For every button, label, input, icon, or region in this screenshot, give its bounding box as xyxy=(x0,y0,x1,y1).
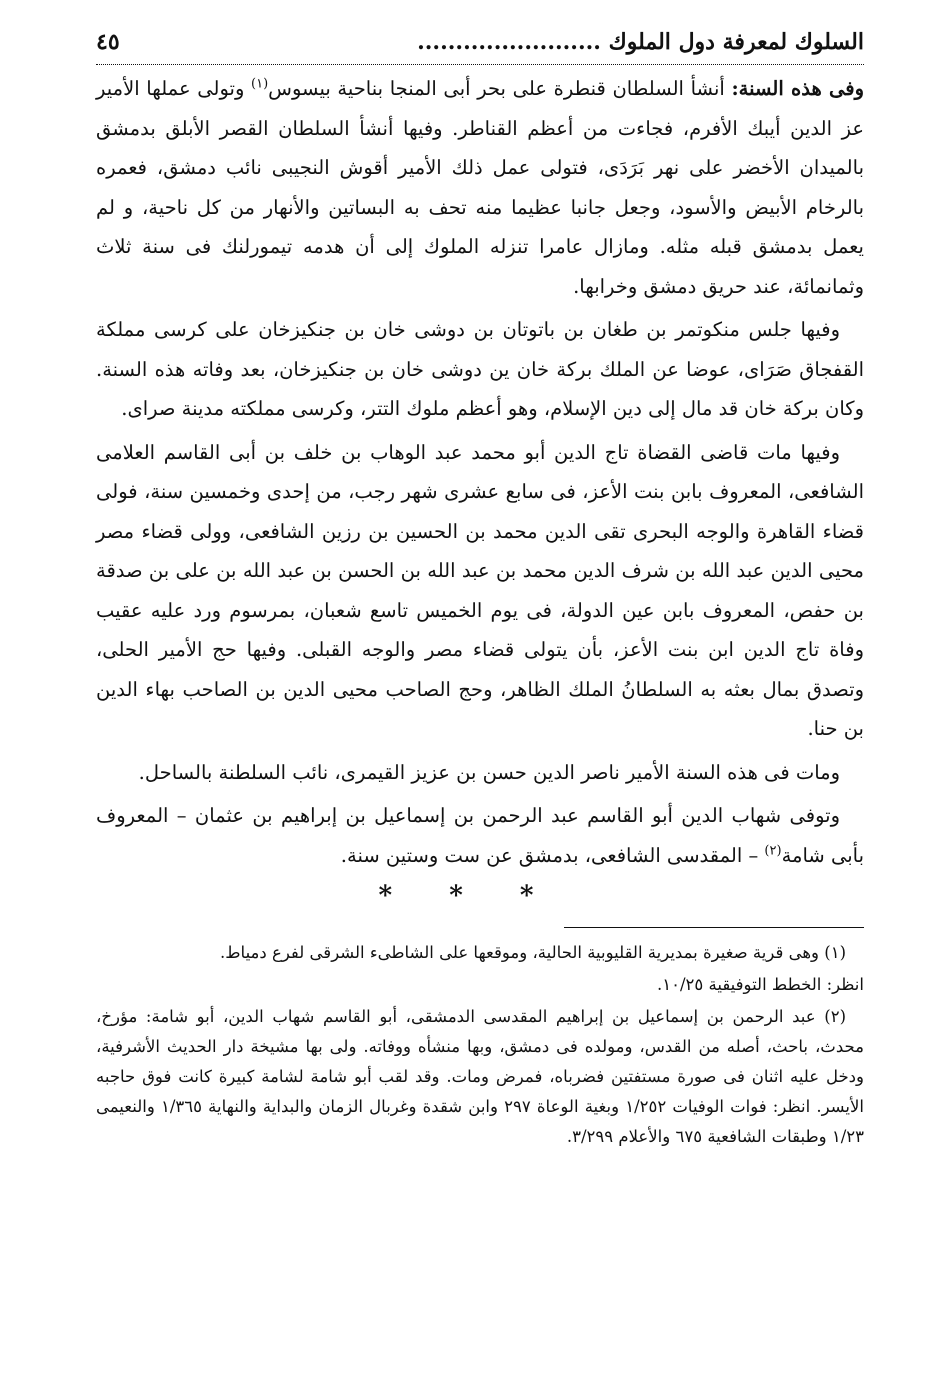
paragraph-3: وفيها مات قاضى القضاة تاج الدين أبو محمد عبد الوهاب بن خلف بن أبى القاسم العلامى الشافعى، المعروف بابن بنت الأعز، فى سابع عشرى شهر رجب، من إحدى وخمسين سنة، فولى قضاء القاهرة والوجه البحرى تقى الدين محمد بن الحسين بن رزين الشافعى، وولى قضاء مصر محيى الدين عبد الله بن شرف الدين محمد بن عبد الله بن الحسن بن عبد الله بن على بن صدقة بن حفص، المعروف بابن عين الدولة، فى يوم الخميس تاسع شعبان، بمرسوم ورد عليه عقيب وفاة تاج الدين ابن بنت الأعز، بأن يتولى قضاء مصر والوجه القبلى. وفيها حج الأمير الحلى، وتصدق بمال بعثه به السلطانُ الملك الظاهر، وحج الصاحب محيى الدين بن الصاحب بهاء الدين بن حنا. xyxy=(96,440,864,740)
running-head-title: السلوك لمعرفة دول الملوك ........................ xyxy=(417,29,864,55)
section-separator: * * * xyxy=(378,881,558,911)
footnote-rule xyxy=(564,927,864,928)
running-head xyxy=(96,26,864,65)
paragraph-4: ومات فى هذه السنة الأمير ناصر الدين حسن بن عزيز القيمرى، نائب السلطنة بالساحل. xyxy=(138,760,840,784)
page-number: ٤٥ xyxy=(96,29,120,55)
paragraph-1-lead: وفى هذه السنة: xyxy=(731,77,864,100)
footnote-ref-1: (١) xyxy=(251,76,269,92)
footnotes xyxy=(96,938,864,1152)
book-page xyxy=(96,26,864,1365)
main-text xyxy=(96,69,864,913)
footnote-ref-2: (٢) xyxy=(764,843,782,858)
paragraph-1-text-b: وتولى عملها الأمير عز الدين أيبك الأفرم، فجاءت من أعظم القناطر. وفيها أنشأ السلطان القصر الأبلق بدمشق بالميدان الأخضر على نهر بَرَدَى، فتولى عمل ذلك الأمير أقوش النجيبى نائب دمشق، فعمره بالرخام الأبيض والأسود، وجعل جانبا عظيما منه تحف به البساتين والأنهار من كل ناحية، و لم يعمل بدمشق قبله مثله. ومازال عامرا تنزله الملوك إلى أن هدمه تيمورلنك فى سنة ثلاث وثمانمائة، عند حريق دمشق وخرابها. xyxy=(96,77,864,298)
paragraph-5 xyxy=(96,796,864,875)
footnote-1: (١) وهى قرية صغيرة بمديرية القليوبية الحالية، وموقعها على الشاطىء الشرقى لفرع دمياط. xyxy=(220,943,846,962)
footnote-1-source: انظر: الخطط التوفيقية ١٠/٢٥. xyxy=(657,975,864,994)
paragraph-1-text-a: أنشأ السلطان قنطرة على بحر أبى المنجا بناحية بيسوس xyxy=(268,77,732,100)
paragraph-2: وفيها جلس منكوتمر بن طغان بن باتوتان بن دوشى خان بن جنكيزخان على كرسى مملكة القفجاق صَرَاى، عوضا عن الملك بركة خان ين دوشى خان بن جنكيزخان، بعد وفاته هذه السنة. وكان بركة خان قد مال إلى دين الإسلام، وهو أعظم ملوك التتر، وكرسى مملكته مدينة صراى. xyxy=(96,318,864,420)
footnote-2: (٢) عبد الرحمن بن إسماعيل بن إبراهيم المقدسى الدمشقى، أبو القاسم شهاب الدين، أبو شامة: مؤرخ، محدث، باحث، أصله من القدس، ومولده فى دمشق، وبها منشأه ووفاته. ولى بها مشيخة دار الحديث الأشرفية، ودخل عليه اثنان فى صورة مستفتين فضرباه، فمرض ومات. وقد لقب أبو شامة لشامة كبيرة كانت فوق حاجبه الأيسر. انظر: فوات الوفيات ١/٢٥٢ وبغية الوعاة ٢٩٧ وابن شقدة وغربال الزمان والبداية والنهاية ١/٣٦٥ والنعيمى ١/٢٣ وطبقات الشافعية ٦٧٥ والأعلام ٣/٢٩٩. xyxy=(96,1007,864,1146)
paragraph-1 xyxy=(96,69,864,306)
paragraph-5-text-b: – المقدسى الشافعى، بدمشق عن ست وستين سنة. xyxy=(340,843,765,867)
paragraph-5-text-a: وتوفى شهاب الدين أبو القاسم عبد الرحمن بن إسماعيل بن إبراهيم بن عثمان – المعروف بأبى شامة xyxy=(96,804,864,867)
